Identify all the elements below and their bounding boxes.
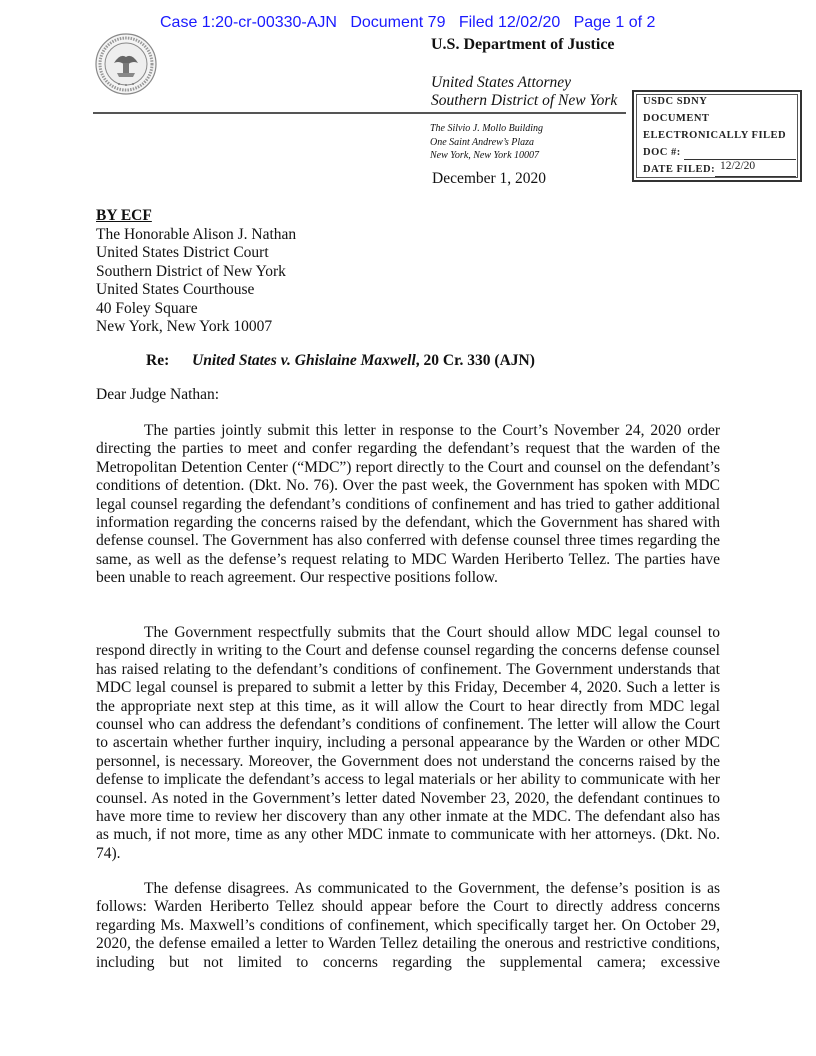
recipient-line: The Honorable Alison J. Nathan — [96, 225, 297, 243]
stamp-doc-label: DOC #: — [643, 147, 681, 158]
subject-label: Re: — [146, 352, 170, 369]
recipient-line: United States District Court — [96, 244, 269, 261]
stamp-date-label: DATE FILED: — [643, 164, 716, 175]
address-line-2: One Saint Andrew’s Plaza — [430, 136, 534, 148]
case-number-ref: , 20 Cr. 330 (AJN) — [415, 352, 535, 369]
document-number: Document 79 — [350, 14, 446, 31]
filed-date: Filed 12/02/20 — [458, 14, 561, 31]
office-line-2: Southern District of New York — [431, 92, 618, 109]
department-name: U.S. Department of Justice — [431, 36, 615, 53]
case-number: Case 1:20-cr-00330-AJN — [160, 14, 337, 31]
body-paragraph-3: The defense disagrees. As communicated to the Government, the defense’s position is as follows: Warden Heriberto Tellez should appear before the Court to directly address concerns regarding Ms. Maxwell’s conditions of confinement, which specifically target her. On October 29, 2020, the defense emailed a letter to Warden Tellez detailing the onerous and restrictive conditions, including but not limited to concerns regarding the supplemental camera; excessive — [96, 880, 720, 971]
body-paragraph-1: The parties jointly submit this letter in response to the Court’s November 24, 2020 order directing the parties to meet and confer regarding the defendant’s request that the warden of the Metropolitan Detention Center (“MDC”) report directly to the Court and counsel on the defendant’s conditions of detention. (Dkt. No. 76). Over the past week, the Government has spoken with MDC legal counsel regarding the defendant’s conditions of confinement and has tried to gather additional information regarding the concerns raised by the defendant, which the Government has shared with defense counsel. The Government has also conferred with defense counsel three times regarding the same, as well as the defense’s request relating to MDC Warden Heriberto Tellez. The parties have been unable to reach agreement. Our respective positions follow. — [96, 422, 720, 587]
office-address — [430, 122, 543, 163]
address-line-1: The Silvio J. Mollo Building — [430, 123, 544, 134]
office-name — [431, 74, 617, 110]
electronic-filing-stamp — [632, 90, 802, 182]
recipient-block — [96, 207, 296, 337]
delivery-method: BY ECF — [96, 207, 152, 224]
office-line-1: United States Attorney — [431, 74, 572, 91]
stamp-date-value: 12/2/20 — [720, 160, 756, 172]
salutation: Dear Judge Nathan: — [96, 386, 220, 403]
doj-seal-icon — [95, 33, 157, 95]
recipient-line: Southern District of New York — [96, 262, 286, 280]
address-line-3: New York, New York 10007 — [430, 150, 540, 161]
stamp-line-electronic: ELECTRONICALLY FILED — [643, 130, 787, 141]
stamp-line-document: DOCUMENT — [643, 113, 710, 124]
stamp-date-underline — [715, 176, 796, 177]
court-filing-header — [160, 14, 660, 32]
body-paragraph-2: The Government respectfully submits that the Court should allow MDC legal counsel to respond directly in writing to the Court and defense counsel regarding the concerns defense counsel has raised relating to the defendant’s conditions of confinement. The Government understands that MDC legal counsel is prepared to submit a letter by this Friday, December 4, 2020. Such a letter is the appropriate next step at this time, as it will allow the Court to hear directly from MDC legal counsel who can address the defendant’s conditions of confinement. The letter will allow the Court to ascertain whether further inquiry, including a personal appearance by the Warden or other MDC personnel, is necessary. Moreover, the Government does not understand the concerns raised by the defense to implicate the defendant’s access to legal materials or her ability to communicate with her counsel. As noted in the Government’s letter dated November 23, 2020, the defendant continues to have more time to review her discovery than any other inmate at the MDC. The defendant also has as much, if not more, time as any other MDC inmate to communicate with her attorneys. (Dkt. No. 74). — [96, 624, 720, 862]
recipient-line: New York, New York 10007 — [96, 318, 273, 335]
letterhead-divider — [93, 112, 626, 114]
letter-date: December 1, 2020 — [432, 170, 547, 187]
recipient-line: 40 Foley Square — [96, 299, 198, 317]
stamp-line-court: USDC SDNY — [643, 96, 708, 107]
subject-line — [146, 352, 535, 370]
page-indicator: Page 1 of 2 — [573, 14, 656, 31]
case-name: United States v. Ghislaine Maxwell — [192, 352, 416, 369]
recipient-line: United States Courthouse — [96, 281, 255, 298]
